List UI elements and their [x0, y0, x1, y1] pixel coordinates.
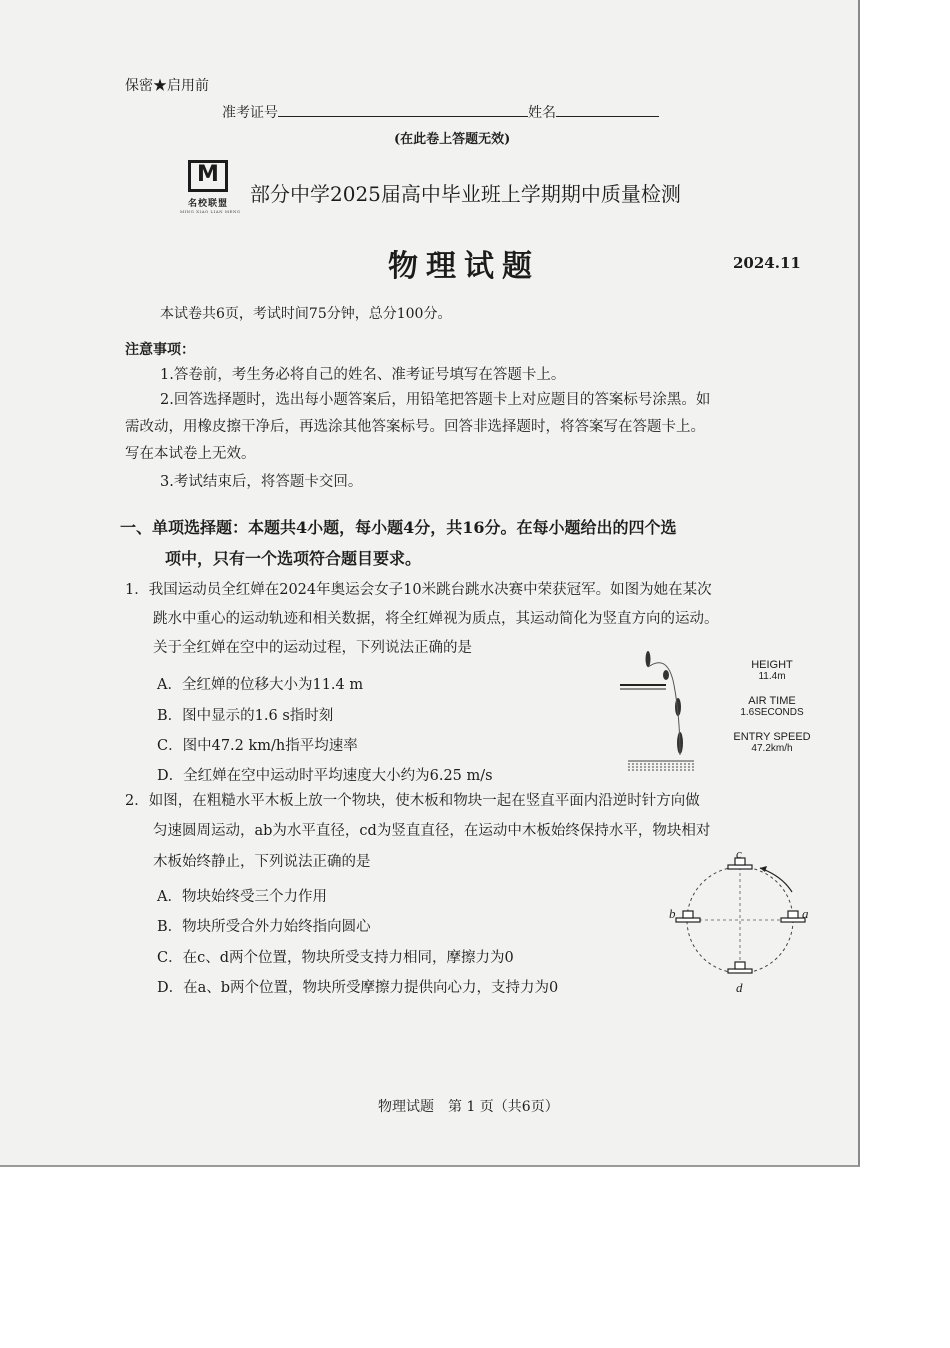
q1-stem-line-3: 关于全红婵在空中的运动过程，下列说法正确的是 — [153, 640, 472, 656]
notice-item-2-line-3: 写在本试卷上无效。 — [125, 446, 256, 462]
label-c: c — [736, 848, 742, 861]
exam-title: 部分中学2025届高中毕业班上学期期中质量检测 — [250, 182, 681, 206]
diver-silhouettes — [646, 651, 684, 754]
q1-option-a: A．全红婵的位移大小为11.4 m — [157, 677, 364, 693]
label-a: a — [802, 906, 809, 921]
entry-speed-label: ENTRY SPEED — [733, 731, 811, 743]
name-label: 姓名 — [528, 105, 556, 121]
subject-title: 物理试题 — [388, 249, 540, 284]
admission-number-label: 准考证号 — [222, 105, 278, 121]
notice-heading: 注意事项： — [125, 342, 195, 358]
q1-option-b: B．图中显示的1.6 s指时刻 — [157, 708, 334, 724]
entry-speed-value: 47.2km/h — [751, 743, 793, 754]
notice-item-1: 1.答卷前，考生务必将自己的姓名、准考证号填写在答题卡上。 — [160, 367, 566, 383]
diving-figure — [618, 645, 698, 775]
q2-option-d: D．在a、b两个位置，物块所受摩擦力提供向心力，支持力为0 — [157, 980, 559, 996]
air-time-value: 1.6SECONDS — [740, 707, 804, 718]
height-value: 11.4m — [758, 671, 786, 682]
notice-item-3: 3.考试结束后，将答题卡交回。 — [160, 474, 363, 490]
height-label: HEIGHT — [751, 659, 793, 671]
confidential-label: 保密★启用前 — [125, 78, 209, 94]
q1-option-d: D．全红婵在空中运动时平均速度大小约为6.25 m/s — [157, 768, 493, 784]
board-blocks — [676, 858, 805, 973]
q2-stem-line-2: 匀速圆周运动，ab为水平直径，cd为竖直直径，在运动中木板始终保持水平，物块相对 — [153, 823, 711, 839]
logo-name: 名校联盟 — [187, 199, 228, 209]
logo-mark-icon: M — [188, 160, 228, 192]
page-footer: 物理试题 第 1 页（共6页） — [378, 1099, 559, 1115]
admission-number-field — [222, 102, 659, 122]
q2-stem-line-1: 2．如图，在粗糙水平木板上放一个物块，使木板和物块一起在竖直平面内沿逆时针方向做 — [125, 793, 700, 809]
circular-motion-figure — [664, 848, 814, 998]
q2-option-c: C．在c、d两个位置，物块所受支持力相同，摩擦力为0 — [157, 950, 514, 966]
section-1-heading-line-1: 一、单项选择题：本题共4小题，每小题4分，共16分。在每小题给出的四个选 — [120, 518, 677, 537]
label-b: b — [669, 906, 676, 921]
q1-stem-line-1: 1．我国运动员全红婵在2024年奥运会女子10米跳台跳水决赛中荣获冠军。如图为她在某次 — [125, 582, 712, 598]
water-surface — [628, 761, 694, 770]
q2-option-b: B．物块所受合外力始终指向圆心 — [157, 919, 371, 935]
figure-data-panel — [730, 659, 814, 754]
admission-number-line — [278, 102, 528, 117]
school-logo — [180, 160, 241, 214]
q1-stem-line-2: 跳水中重心的运动轨迹和相关数据，将全红婵视为质点，其运动简化为竖直方向的运动。 — [153, 611, 719, 627]
logo-subtitle: MING XIAO LIAN MENG — [180, 209, 241, 214]
label-d: d — [736, 980, 743, 995]
name-line — [556, 102, 659, 117]
exam-date: 2024.11 — [733, 254, 801, 272]
section-1-heading-line-2: 项中，只有一个选项符合题目要求。 — [165, 549, 422, 568]
exam-info: 本试卷共6页，考试时间75分钟，总分100分。 — [160, 306, 452, 322]
notice-item-2-line-2: 需改动，用橡皮擦干净后，再选涂其他答案标号。回答非选择题时，将答案写在答题卡上。 — [125, 419, 705, 435]
q1-option-c: C．图中47.2 km/h指平均速率 — [157, 738, 358, 754]
q2-option-a: A．物块始终受三个力作用 — [157, 889, 327, 905]
no-answer-note: (在此卷上答题无效) — [394, 132, 511, 147]
notice-item-2-line-1: 2.回答选择题时，选出每小题答案后，用铅笔把答题卡上对应题目的答案标号涂黑。如 — [160, 392, 711, 408]
q2-stem-line-3: 木板始终静止，下列说法正确的是 — [153, 854, 371, 870]
air-time-label: AIR TIME — [748, 695, 796, 707]
